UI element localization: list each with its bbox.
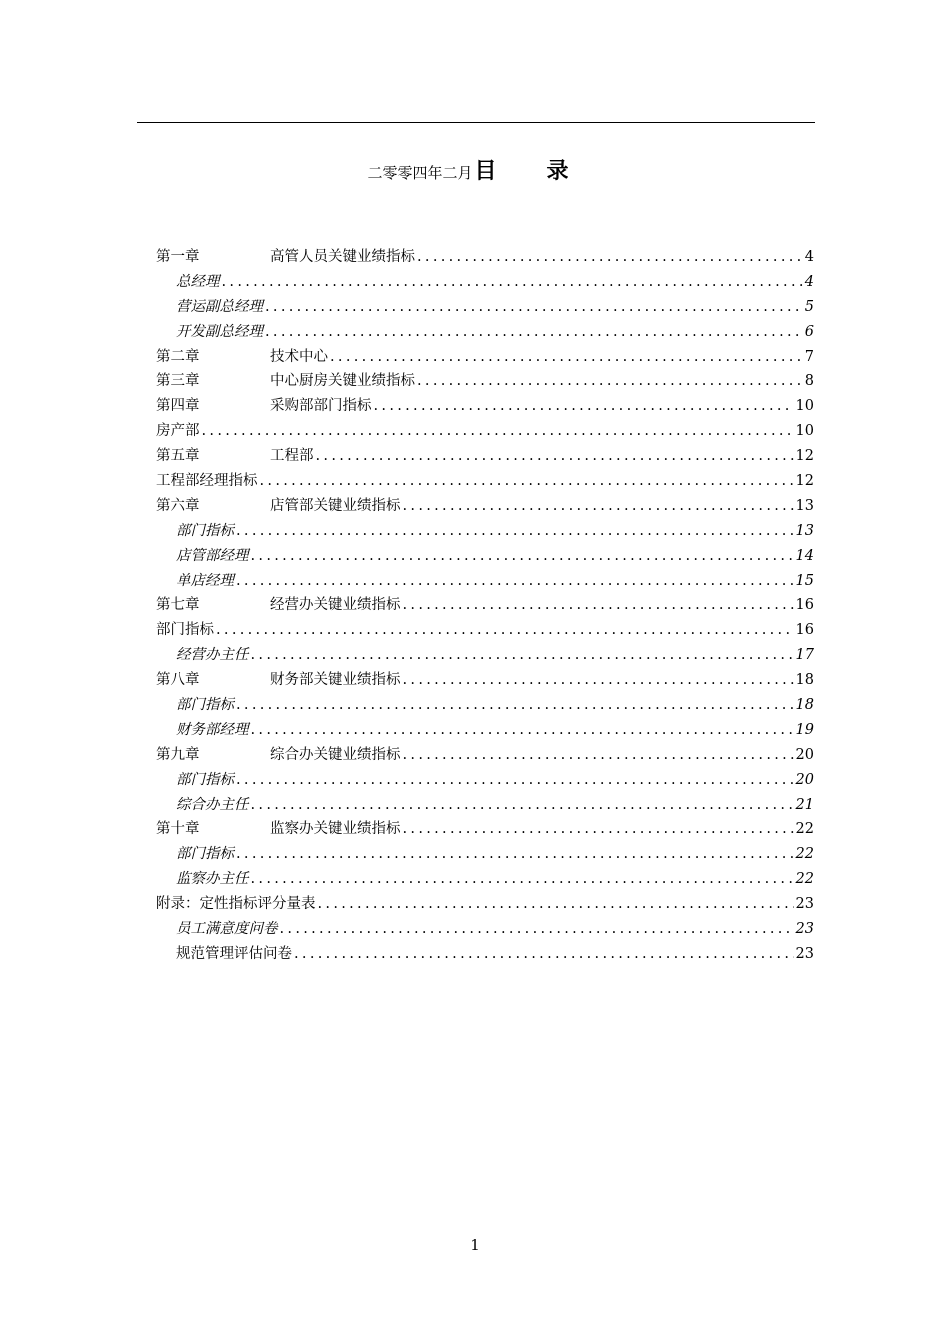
toc-page-number: 13	[795, 522, 814, 539]
toc-chapter-label: 第七章	[156, 597, 200, 614]
toc-entry[interactable]	[156, 369, 814, 394]
toc-entry-title: 综合办关键业绩指标	[270, 746, 401, 763]
toc-entry-title: 员工满意度问卷	[176, 921, 278, 938]
toc-page-number: 10	[795, 398, 814, 415]
toc-entry[interactable]	[156, 668, 814, 693]
toc-entry[interactable]	[156, 444, 814, 469]
title-date: 二零零四年二月	[367, 164, 473, 182]
toc-leader-dots	[251, 793, 794, 818]
toc-page-number: 23	[795, 921, 814, 938]
toc-leader-dots	[403, 668, 794, 693]
header-rule	[137, 122, 815, 123]
toc-page-number: 12	[795, 473, 814, 490]
toc-leader-dots	[260, 469, 794, 494]
toc-entry-title: 技术中心	[270, 348, 328, 365]
toc-entry-title: 店管部关键业绩指标	[270, 497, 401, 514]
table-of-contents	[156, 245, 814, 967]
toc-leader-dots	[236, 519, 794, 544]
toc-page-number: 6	[804, 323, 814, 340]
toc-leader-dots	[374, 394, 794, 419]
toc-entry-title: 店管部经理	[176, 547, 249, 564]
toc-entry-title: 房产部	[156, 423, 200, 440]
toc-entry[interactable]	[156, 295, 814, 320]
toc-entry-title: 部门指标	[176, 846, 234, 863]
toc-entry-title: 经营办主任	[176, 647, 249, 664]
toc-leader-dots	[294, 942, 794, 967]
toc-entry-title: 部门指标	[176, 697, 234, 714]
toc-page-number: 16	[795, 622, 814, 639]
toc-entry[interactable]	[156, 693, 814, 718]
toc-page-number: 21	[795, 796, 814, 813]
toc-entry-title: 部门指标	[176, 522, 234, 539]
toc-page-number: 20	[795, 746, 814, 763]
toc-entry[interactable]	[156, 867, 814, 892]
toc-chapter-label: 第一章	[156, 249, 200, 265]
toc-page-number: 15	[795, 572, 814, 589]
toc-entry[interactable]	[156, 270, 814, 295]
toc-entry-title: 单店经理	[176, 572, 234, 589]
toc-entry[interactable]	[156, 743, 814, 768]
toc-entry-title: 财务部经理	[176, 721, 249, 738]
toc-page-number: 19	[795, 721, 814, 738]
toc-leader-dots	[236, 569, 794, 594]
toc-leader-dots	[251, 544, 794, 569]
toc-page-number: 18	[795, 672, 814, 689]
toc-leader-dots	[202, 419, 794, 444]
title-main: 目 录	[474, 159, 583, 184]
toc-entry[interactable]	[156, 569, 814, 594]
toc-leader-dots	[403, 817, 794, 842]
toc-chapter-label: 第五章	[156, 448, 200, 465]
toc-entry-title: 工程部经理指标	[156, 473, 258, 490]
toc-entry[interactable]	[156, 544, 814, 569]
toc-entry[interactable]	[156, 942, 814, 967]
toc-page-number: 8	[804, 373, 814, 390]
toc-entry[interactable]	[156, 320, 814, 345]
page-title	[0, 154, 950, 185]
toc-leader-dots	[403, 743, 794, 768]
toc-entry[interactable]	[156, 917, 814, 942]
toc-entry-title: 综合办主任	[176, 796, 249, 813]
toc-page-number: 12	[795, 448, 814, 465]
toc-entry[interactable]	[156, 593, 814, 618]
toc-entry[interactable]	[156, 793, 814, 818]
toc-leader-dots	[403, 494, 794, 519]
toc-chapter-label: 第四章	[156, 398, 200, 415]
toc-entry-title: 经营办关键业绩指标	[270, 597, 401, 614]
toc-page-number: 16	[795, 597, 814, 614]
toc-leader-dots	[251, 643, 794, 668]
toc-page-number: 18	[795, 697, 814, 714]
toc-page-number: 5	[804, 298, 814, 315]
toc-entry-title: 开发副总经理	[176, 323, 263, 340]
toc-entry-title: 规范管理评估问卷	[176, 945, 292, 962]
toc-page-number: 22	[795, 821, 814, 838]
toc-leader-dots	[417, 369, 803, 394]
toc-entry-title: 高管人员关键业绩指标	[270, 249, 415, 265]
toc-entry[interactable]	[156, 768, 814, 793]
toc-chapter-label: 第九章	[156, 746, 200, 763]
toc-page-number: 20	[795, 771, 814, 788]
toc-entry[interactable]	[156, 643, 814, 668]
toc-leader-dots	[236, 768, 794, 793]
toc-leader-dots	[318, 892, 794, 917]
toc-chapter-label: 第六章	[156, 497, 200, 514]
toc-page-number: 22	[795, 846, 814, 863]
toc-page-number: 23	[795, 896, 814, 913]
toc-entry-title: 监察办关键业绩指标	[270, 821, 401, 838]
toc-leader-dots	[417, 245, 803, 270]
toc-entry-title: 总经理	[176, 273, 220, 290]
toc-entry[interactable]	[156, 494, 814, 519]
toc-page-number: 10	[795, 423, 814, 440]
toc-chapter-label: 第八章	[156, 672, 200, 689]
toc-page-number: 22	[795, 871, 814, 888]
toc-chapter-label: 第三章	[156, 373, 200, 390]
toc-leader-dots	[330, 345, 803, 370]
toc-page-number: 4	[804, 273, 814, 290]
toc-entry-title: 监察办主任	[176, 871, 249, 888]
toc-leader-dots	[251, 718, 794, 743]
toc-entry-title: 工程部	[270, 448, 314, 465]
toc-page-number: 14	[795, 547, 814, 564]
toc-entry[interactable]	[156, 842, 814, 867]
toc-entry-title: 附录：定性指标评分量表	[156, 896, 316, 913]
toc-entry[interactable]	[156, 469, 814, 494]
toc-chapter-label: 第二章	[156, 348, 200, 365]
toc-entry[interactable]	[156, 618, 814, 643]
toc-entry-title: 部门指标	[176, 771, 234, 788]
toc-leader-dots	[236, 842, 794, 867]
toc-entry[interactable]	[156, 345, 814, 370]
toc-entry[interactable]	[156, 892, 814, 917]
toc-entry[interactable]	[156, 718, 814, 743]
toc-entry-title: 中心厨房关键业绩指标	[270, 373, 415, 390]
toc-entry[interactable]	[156, 245, 814, 270]
toc-entry[interactable]	[156, 394, 814, 419]
toc-page-number: 23	[795, 945, 814, 962]
toc-page-number: 7	[804, 348, 814, 365]
toc-page-number: 4	[804, 249, 814, 265]
toc-leader-dots	[316, 444, 794, 469]
toc-page-number: 17	[795, 647, 814, 664]
toc-page-number: 13	[795, 497, 814, 514]
toc-entry-title: 部门指标	[156, 622, 214, 639]
toc-entry-title: 财务部关键业绩指标	[270, 672, 401, 689]
toc-entry[interactable]	[156, 519, 814, 544]
toc-leader-dots	[216, 618, 794, 643]
page-number: 1	[470, 1236, 480, 1254]
toc-leader-dots	[236, 693, 794, 718]
toc-leader-dots	[222, 270, 803, 295]
toc-leader-dots	[265, 295, 803, 320]
toc-chapter-label: 第十章	[156, 821, 200, 838]
toc-leader-dots	[403, 593, 794, 618]
toc-entry[interactable]	[156, 419, 814, 444]
toc-leader-dots	[265, 320, 803, 345]
toc-entry-title: 采购部部门指标	[270, 398, 372, 415]
toc-entry[interactable]	[156, 817, 814, 842]
toc-leader-dots	[251, 867, 794, 892]
toc-leader-dots	[280, 917, 794, 942]
toc-entry-title: 营运副总经理	[176, 298, 263, 315]
